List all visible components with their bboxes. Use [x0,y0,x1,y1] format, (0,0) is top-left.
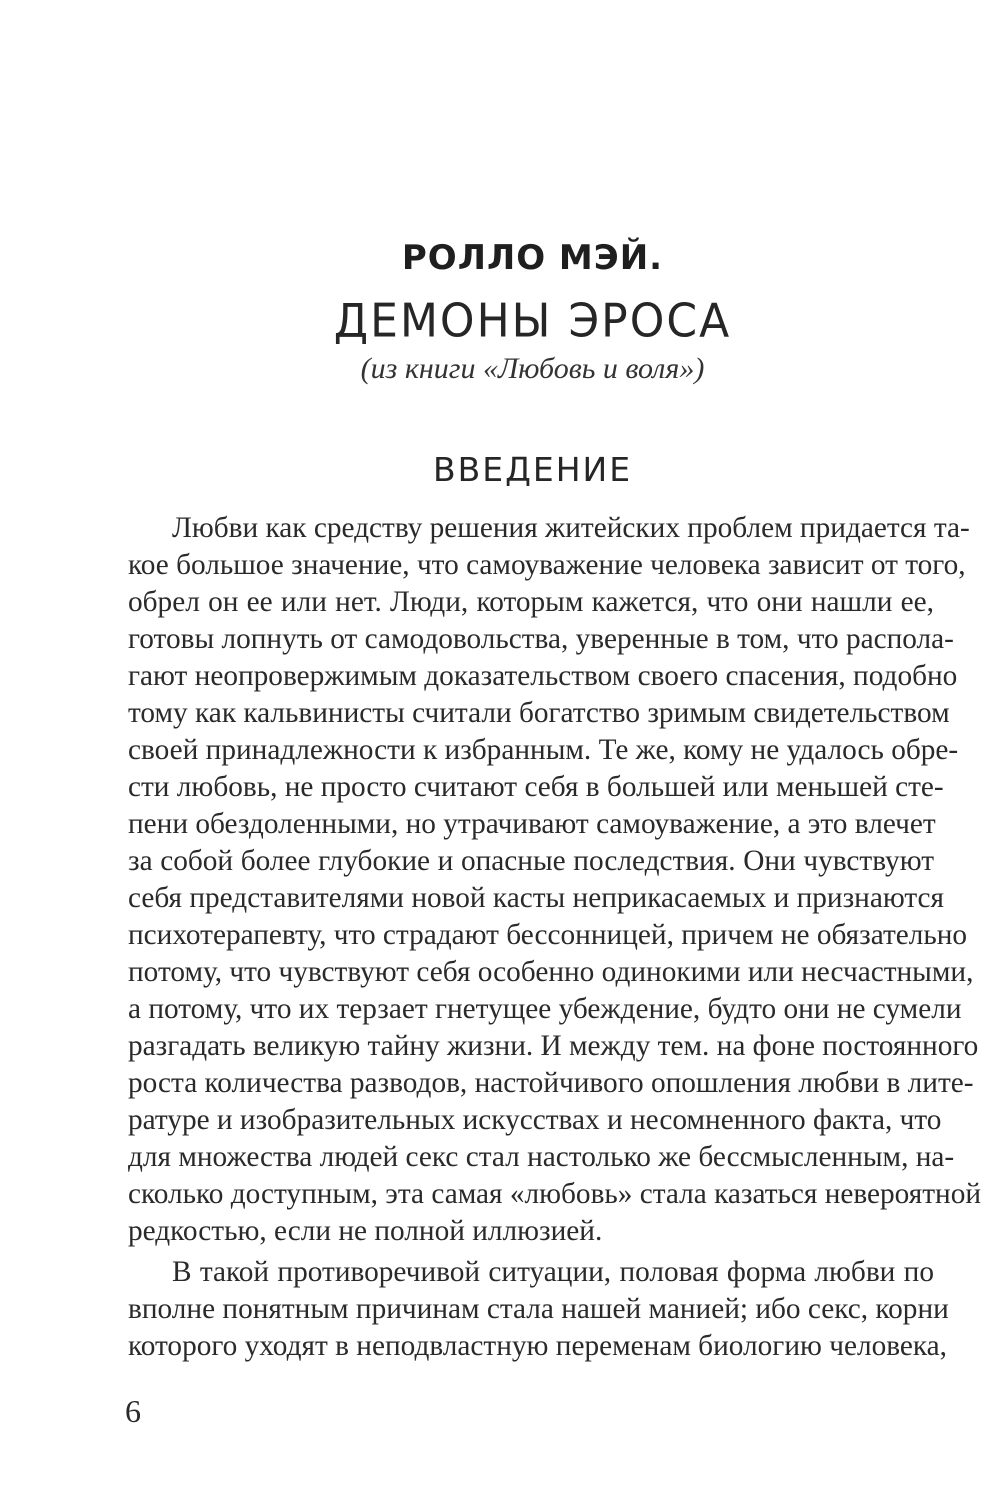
text-line: а потому, что их терзает гнетущее убеждение, будто они не сумели [128,993,962,1025]
text-line: редкостью, если не полной иллюзией. [128,1215,603,1247]
page-number: 6 [125,1393,141,1429]
text-line: вполне понятным причинам стала нашей манией; ибо секс, корни [128,1293,949,1325]
text-line: кое большое значение, что самоуважение человека зависит от того, [128,549,966,581]
text-line: сти любовь, не просто считают себя в большей или меньшей сте- [128,771,944,803]
paragraph-2 [128,1254,949,1365]
text-line: В такой противоречивой ситуации, половая форма любви по [172,1256,934,1288]
text-line: психотерапевту, что страдают бессонницей, причем не обязательно [128,919,968,951]
text-line: пени обездоленными, но утрачивают самоуважение, а это влечет [128,808,936,840]
paragraph-1 [128,510,982,1250]
text-line: готовы лопнуть от самодовольства, уверенные в том, что распола- [128,623,954,655]
text-line: которого уходят в неподвластную переменам биологию человека, [128,1330,947,1362]
text-line: потому, что чувствуют себя особенно одинокими или несчастными, [128,956,974,988]
text-line: Любви как средству решения житейских проблем придается та- [172,512,970,544]
body-text [128,510,982,1365]
text-line: разгадать великую тайну жизни. И между тем. на фоне постоянного [128,1030,979,1062]
essay-subtitle: (из книги «Любовь и воля») [360,352,705,385]
text-line: обрел он ее или нет. Люди, которым кажется, что они нашли ее, [128,586,934,618]
text-line: своей принадлежности к избранным. Те же, кому не удалось обре- [128,734,959,766]
text-line: сколько доступным, эта самая «любовь» стала казаться невероятной [128,1178,982,1210]
text-line: себя представителями новой касты неприкасаемых и признаются [128,882,944,914]
text-line: роста количества разводов, настойчивого опошления любви в лите- [128,1067,974,1099]
text-line: за собой более глубокие и опасные последствия. Они чувствуют [128,845,934,877]
text-line: тому как кальвинисты считали богатство зримым свидетельством [128,697,950,729]
author-name: РОЛЛО МЭЙ. [401,238,664,278]
text-line: для множества людей секс стал настолько же бессмысленным, на- [128,1141,955,1173]
text-line: ратуре и изобразительных искусствах и несомненного факта, что [128,1104,942,1136]
essay-title: ДЕМОНЫ ЭРОСА [333,294,732,349]
section-heading: ВВЕДЕНИЕ [432,450,633,489]
text-line: гают неопровержимым доказательством своего спасения, подобно [128,660,958,692]
